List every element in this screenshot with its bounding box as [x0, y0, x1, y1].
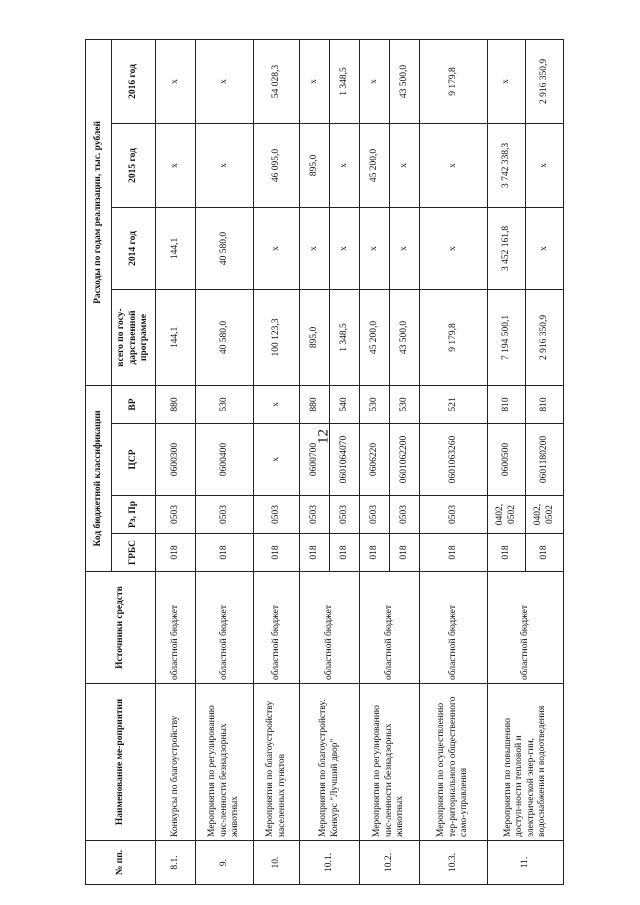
cell-source: областной бюджет: [420, 572, 488, 684]
header-num: № пп.: [86, 841, 156, 885]
cell-num: 10.2.: [360, 841, 420, 885]
cell-source: областной бюджет: [196, 572, 254, 684]
cell-name: Мероприятия по регулированию чис-ленности безнадзорных животных: [196, 684, 254, 841]
cell-csr: 0601064070: [330, 424, 360, 496]
budget-table-sheet: [85, 40, 563, 885]
cell-total: 144,1: [156, 289, 196, 385]
cell-grbs: 018: [360, 534, 390, 572]
cell-2016: 43 500,0: [390, 39, 420, 123]
cell-csr: 0600700: [300, 424, 330, 496]
cell-csr: 0601062200: [390, 424, 420, 496]
header-total: всего по госу-дарственной программе: [112, 289, 156, 385]
cell-grbs: 018: [526, 534, 564, 572]
table-row: [196, 39, 254, 884]
cell-vr: 521: [420, 385, 488, 423]
cell-total: 40 580,0: [196, 289, 254, 385]
cell-2014: x: [360, 207, 390, 289]
cell-grbs: 018: [196, 534, 254, 572]
cell-2015: x: [156, 123, 196, 207]
cell-grbs: 018: [300, 534, 330, 572]
cell-2014: x: [300, 207, 330, 289]
cell-2014: x: [254, 207, 300, 289]
cell-num: 11.: [488, 841, 564, 885]
cell-csr: x: [254, 424, 300, 496]
cell-rzpr: 0503: [360, 496, 390, 534]
cell-2015: x: [196, 123, 254, 207]
cell-grbs: 018: [488, 534, 526, 572]
cell-2016: 2 916 350,9: [526, 39, 564, 123]
cell-2014: 40 580,0: [196, 207, 254, 289]
page-number: 12: [315, 429, 332, 444]
header-source: Источники средств: [86, 572, 156, 684]
cell-name: Мероприятия по благоустройству населенных пунктов: [254, 684, 300, 841]
cell-csr: 0601063260: [420, 424, 488, 496]
cell-rzpr: 0503: [330, 496, 360, 534]
cell-rzpr: 0402, 0502: [526, 496, 564, 534]
cell-source: областной бюджет: [156, 572, 196, 684]
cell-csr: 0601180200: [526, 424, 564, 496]
cell-2016: x: [196, 39, 254, 123]
cell-2016: x: [360, 39, 390, 123]
cell-2015: x: [526, 123, 564, 207]
cell-num: 10.3.: [420, 841, 488, 885]
cell-total: 1 348,5: [330, 289, 360, 385]
header-2015: 2015 год: [112, 123, 156, 207]
header-expenses-group: Расходы по годам реализации, тыс. рублей: [86, 39, 112, 385]
cell-total: 100 123,3: [254, 289, 300, 385]
cell-vr: 530: [196, 385, 254, 423]
cell-vr: 880: [300, 385, 330, 423]
header-2014: 2014 год: [112, 207, 156, 289]
cell-vr: 880: [156, 385, 196, 423]
cell-2015: 46 095,0: [254, 123, 300, 207]
cell-2015: x: [330, 123, 360, 207]
cell-vr: 530: [360, 385, 390, 423]
cell-rzpr: 0503: [156, 496, 196, 534]
cell-2016: x: [300, 39, 330, 123]
cell-rzpr: 0503: [254, 496, 300, 534]
cell-name: Мероприятия по повышению доступ-ности тепловой и электрической энер-гии, водоснабжения и водоотведения: [488, 684, 564, 841]
cell-rzpr: 0402, 0502: [488, 496, 526, 534]
cell-2015: 3 742 338,3: [488, 123, 526, 207]
cell-num: 10.1.: [300, 841, 360, 885]
cell-total: 895,0: [300, 289, 330, 385]
cell-csr: 0600500: [488, 424, 526, 496]
cell-name: Мероприятия по осуществлению тер-риториального общественного само-управления: [420, 684, 488, 841]
cell-grbs: 018: [156, 534, 196, 572]
cell-2016: 1 348,5: [330, 39, 360, 123]
cell-2014: x: [420, 207, 488, 289]
cell-csr: 0600400: [196, 424, 254, 496]
cell-grbs: 018: [330, 534, 360, 572]
cell-2016: x: [156, 39, 196, 123]
cell-2015: x: [390, 123, 420, 207]
cell-csr: 0606220: [360, 424, 390, 496]
header-name: Наименование ме-роприятия: [86, 684, 156, 841]
table-row: [254, 39, 300, 884]
cell-num: 8.1.: [156, 841, 196, 885]
table-row: [156, 39, 196, 884]
cell-2016: 9 179,8: [420, 39, 488, 123]
cell-total: 9 179,8: [420, 289, 488, 385]
cell-total: 7 194 500,1: [488, 289, 526, 385]
cell-2016: 54 028,3: [254, 39, 300, 123]
table-body: [156, 39, 564, 884]
cell-name: Мероприятия по регулированию чис-ленности безнадзорных животных: [360, 684, 420, 841]
cell-2014: x: [526, 207, 564, 289]
cell-vr: 540: [330, 385, 360, 423]
cell-vr: x: [254, 385, 300, 423]
cell-2016: x: [488, 39, 526, 123]
cell-source: областной бюджет: [254, 572, 300, 684]
cell-name: Конкурсы по благоустройству: [156, 684, 196, 841]
table-row: [488, 39, 526, 884]
cell-total: 45 200,0: [360, 289, 390, 385]
table-row: [300, 39, 330, 884]
cell-rzpr: 0503: [390, 496, 420, 534]
cell-vr: 810: [488, 385, 526, 423]
cell-grbs: 018: [390, 534, 420, 572]
cell-source: областной бюджет: [300, 572, 360, 684]
cell-2015: x: [420, 123, 488, 207]
cell-2014: x: [330, 207, 360, 289]
cell-total: 43 500,0: [390, 289, 420, 385]
cell-name: Мероприятия по благоустройству. Конкурс "Лучший двор": [300, 684, 360, 841]
table-row: [420, 39, 488, 884]
cell-2015: 45 200,0: [360, 123, 390, 207]
cell-2014: 3 452 161,8: [488, 207, 526, 289]
cell-rzpr: 0503: [420, 496, 488, 534]
cell-rzpr: 0503: [196, 496, 254, 534]
cell-total: 2 916 350,9: [526, 289, 564, 385]
header-2016: 2016 год: [112, 39, 156, 123]
cell-num: 9.: [196, 841, 254, 885]
cell-grbs: 018: [254, 534, 300, 572]
header-code-group: Код бюджетной классификации: [86, 385, 112, 571]
cell-grbs: 018: [420, 534, 488, 572]
cell-2014: 144,1: [156, 207, 196, 289]
cell-csr: 0600300: [156, 424, 196, 496]
cell-2014: x: [390, 207, 420, 289]
header-grbs: ГРБС: [112, 534, 156, 572]
cell-source: областной бюджет: [488, 572, 564, 684]
table-row: [360, 39, 390, 884]
table-header: [86, 39, 156, 884]
header-csr: ЦСР: [112, 424, 156, 496]
budget-table: [85, 39, 564, 885]
header-rzpr: Рз, Пр: [112, 496, 156, 534]
cell-source: областной бюджет: [360, 572, 420, 684]
cell-num: 10.: [254, 841, 300, 885]
cell-vr: 810: [526, 385, 564, 423]
header-vr: ВР: [112, 385, 156, 423]
cell-2015: 895,0: [300, 123, 330, 207]
cell-vr: 530: [390, 385, 420, 423]
cell-rzpr: 0503: [300, 496, 330, 534]
